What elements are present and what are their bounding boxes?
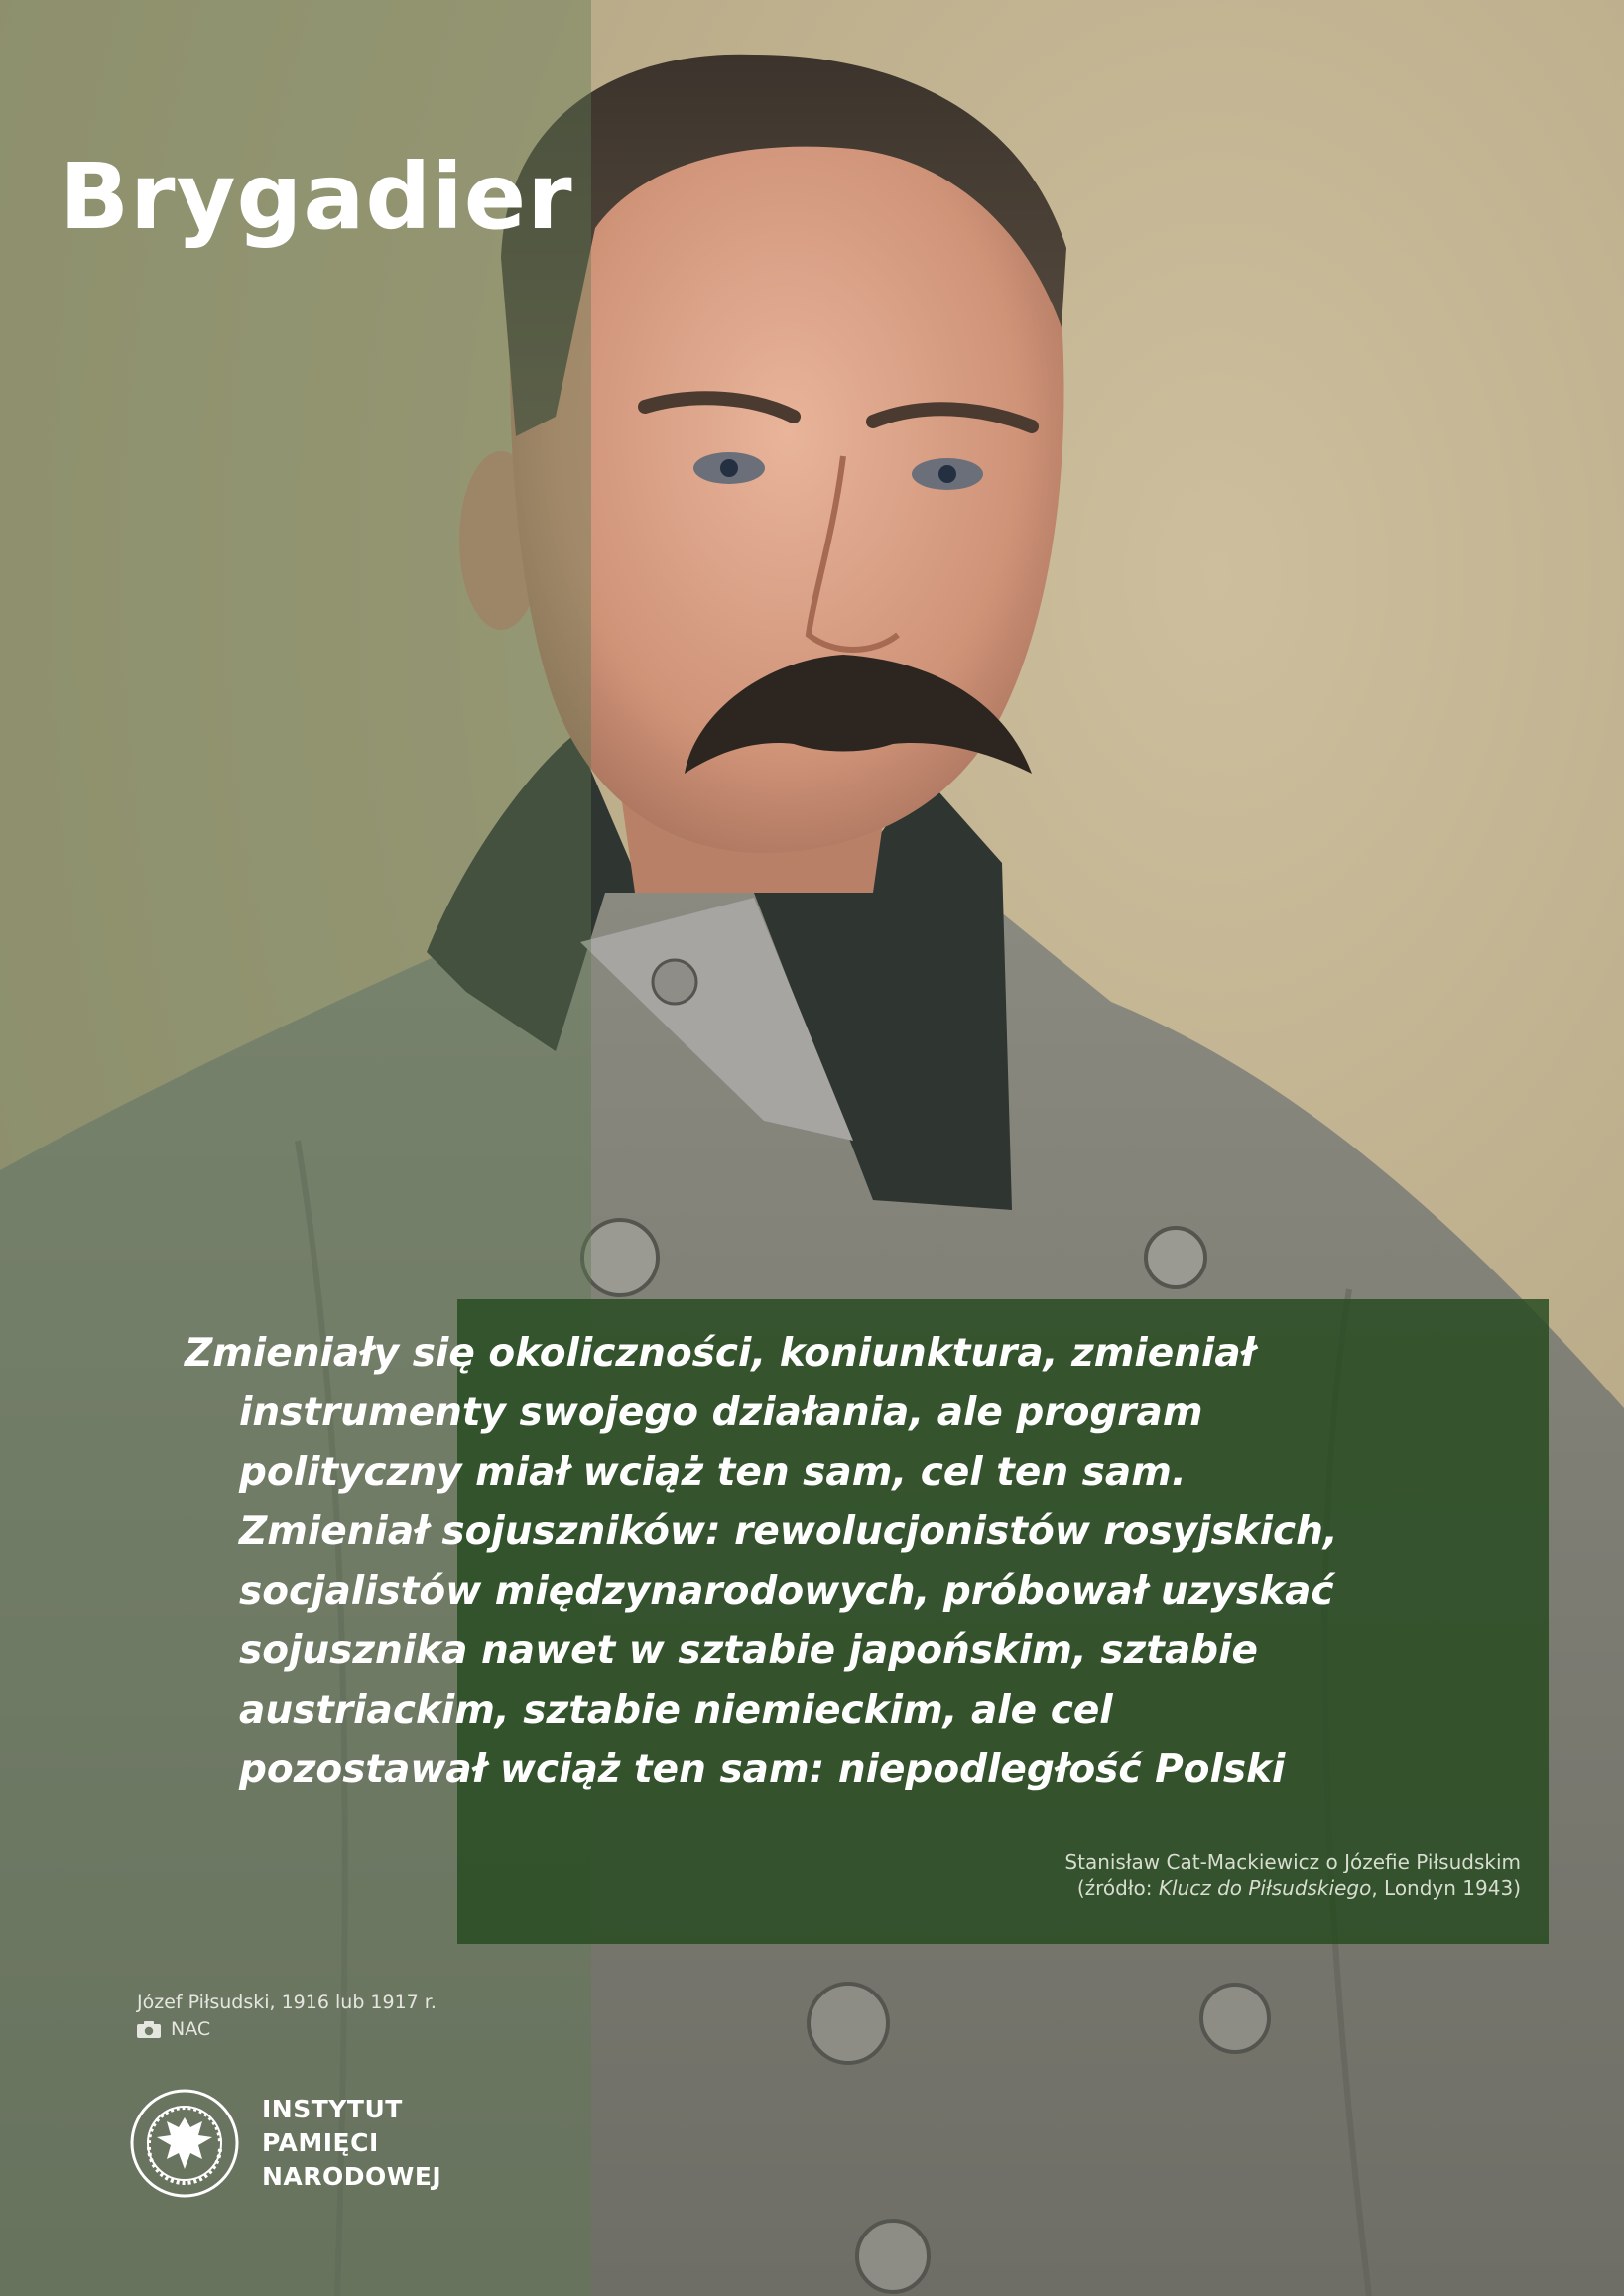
quote-line: pozostawał wciąż ten sam: niepodległość Polski <box>239 1748 1286 1792</box>
ipn-logo <box>129 2088 441 2199</box>
quote-line: austriackim, sztabie niemieckim, ale cel <box>239 1688 1113 1733</box>
camera-icon <box>137 2021 161 2038</box>
logo-line: PAMIĘCI <box>262 2128 379 2157</box>
green-overlay-band <box>0 0 591 2296</box>
source-prefix: (źródło: <box>1076 1876 1159 1900</box>
poster-title: Brygadier <box>60 144 573 250</box>
quote-text <box>185 1324 1474 1800</box>
quote-line: socjalistów międzynarodowych, próbował uzyskać <box>239 1569 1334 1614</box>
credit-text: NAC <box>171 2018 211 2040</box>
source-suffix: , Londyn 1943) <box>1371 1876 1521 1900</box>
source-title: Klucz do Piłsudskiego <box>1158 1876 1372 1900</box>
quote-line: Zmieniały się okoliczności, koniunktura, zmieniał <box>185 1331 1256 1376</box>
caption-text: Józef Piłsudski, 1916 lub 1917 r. <box>137 1992 437 2013</box>
quote-line: Zmieniał sojuszników: rewolucjonistów rosyjskich, <box>239 1510 1338 1554</box>
photo-caption <box>137 1990 437 2043</box>
quote-line: sojusznika nawet w sztabie japońskim, sztabie <box>239 1629 1258 1673</box>
logo-line: INSTYTUT <box>262 2095 403 2123</box>
quote-attribution <box>1064 1849 1521 1902</box>
logo-text <box>262 2093 441 2194</box>
quote-line: instrumenty swojego działania, ale program <box>239 1390 1203 1435</box>
attribution-source <box>1064 1875 1521 1902</box>
quote-line: polityczny miał wciąż ten sam, cel ten sam. <box>239 1450 1187 1495</box>
eagle-seal-icon <box>129 2088 240 2199</box>
attribution-author: Stanisław Cat-Mackiewicz o Józefie Piłsudskim <box>1064 1850 1521 1873</box>
logo-line: NARODOWEJ <box>262 2162 442 2191</box>
photo-credit <box>137 2016 437 2043</box>
